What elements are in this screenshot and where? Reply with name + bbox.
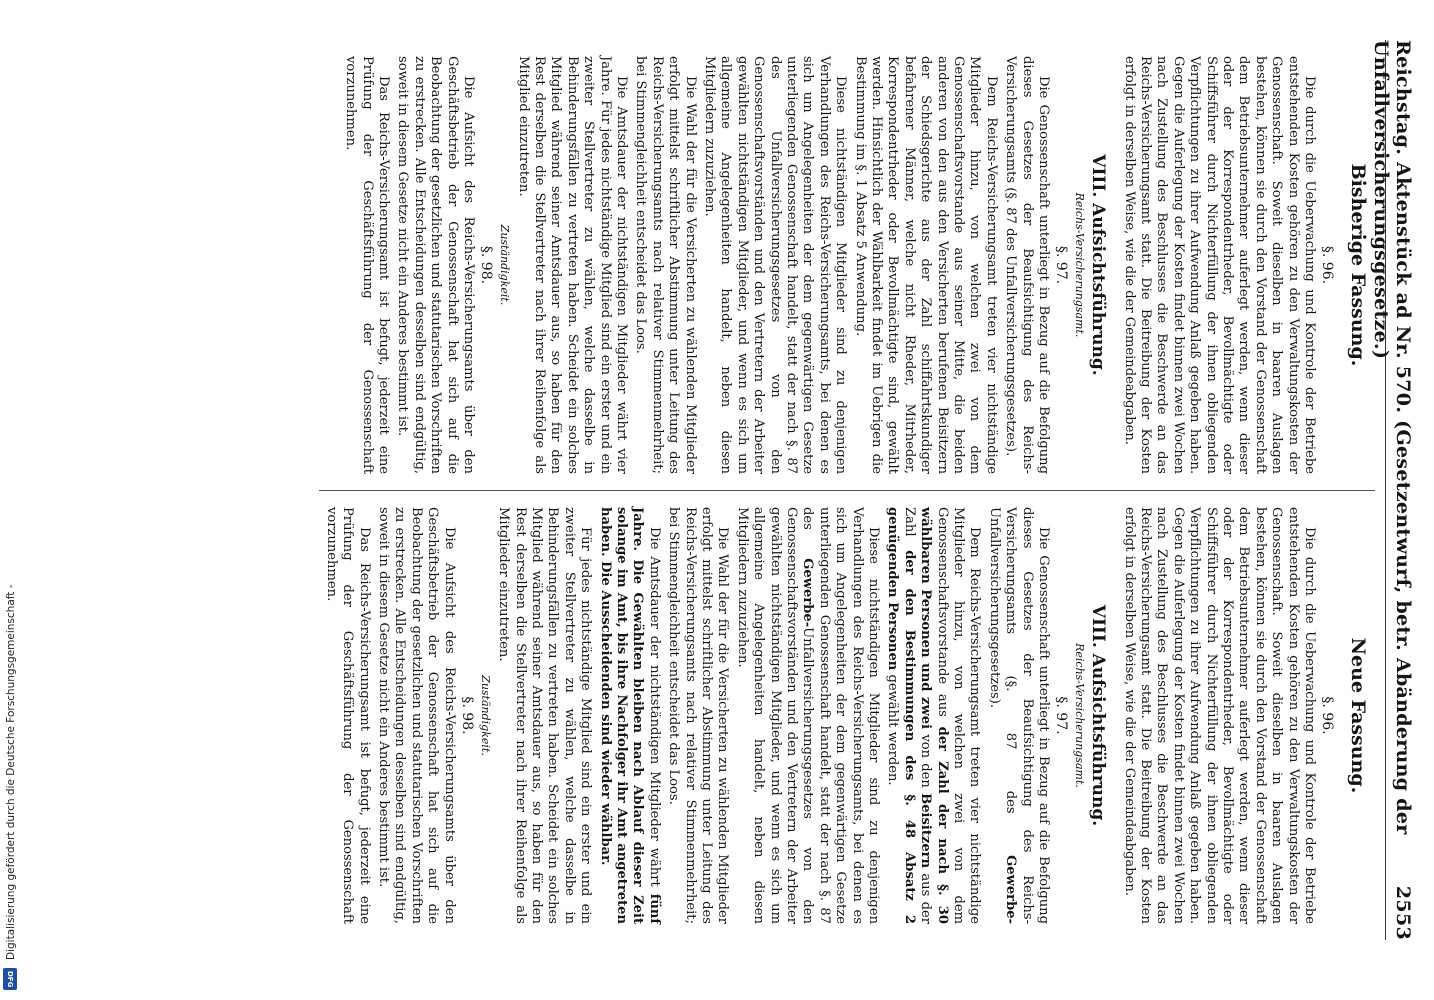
chapter-subheading: Reichs-Versicherungsamt. xyxy=(1073,192,1087,338)
paragraph: Die Aufsicht des Reichs-Versicherungsamts über den Geschäftsbetrieb der Genossenschaft hat sich auf die Beobachtung der gesetzlichen und statutarischen Vorschriften zu erstrecken. Alle Entscheidungen desselben sind endgültig, soweit in diesem Gesetze nicht ein Anderes bestimmt ist. xyxy=(395,56,477,474)
paragraph: Dem Reichs-Versicherungsamt treten vier nichtständige Mitglieder hinzu, von welchen zwei von dem Genossenschaftsvorstande aus seiner Mitte, die beiden anderen von den aus den Versicherten berufenen Beisitzern der Schiedsgerichte aus der Zahl schiffahrtskundiger befahrener Männer, welche nicht Rheder, Mitrheder, Korrespondentrheder oder Bevollmächtigte sind, gewählt werden. Hinsichtlich der Wählbarkeit findet im Uebrigen die Bestimmung im §. 1 Absatz 5 Anwendung. xyxy=(852,56,999,474)
text-run: Dem Reichs-Versicherungsamt treten vier nichtständige Mitglieder hinzu, von welchen zwei von dem Genossenschaftsvorstande aus xyxy=(934,507,983,924)
text-run: von den xyxy=(918,729,934,794)
paragraph: Für jedes nichtständige Mitglied sind ein erster und ein zweiter Stellvertreter zu wählen, welche dasselbe in Behinderungsfällen zu vertreten haben. Scheidet ein solches Mitglied während seiner Amtsdauer aus, so haben für den Rest derselben die Stellvertreter nach ihrer Reihenfolge als Mitglieder einzutreten. xyxy=(496,507,594,924)
chapter-heading: VIII. Aufsichtsführung. xyxy=(1088,604,1109,827)
emphasis: Gewerbe- xyxy=(800,558,816,628)
digitization-credit: Digitalisierung gefördert durch die Deutsche Forschungsgemeinschaft - xyxy=(5,584,17,960)
text-run: aus der Zahl xyxy=(901,507,934,924)
chapter-subheading: Reichs-Versicherungsamt. xyxy=(1073,643,1087,788)
paragraph xyxy=(986,507,1052,924)
paragraph xyxy=(596,507,662,924)
page-header xyxy=(1370,40,1416,940)
text-run: Unfallversicherungsgesetzes von den Genossenschaftsvorständen und den Vertretern der Arbeiter gewählten nichtständigen Mitglieder, und wenn es sich um allgemeine Angelegenheiten handelt, neben diesen Mitgliedern zuzuziehen. xyxy=(734,507,816,924)
emphasis: Beisitzern xyxy=(918,793,934,869)
paragraph: Die Wahl der für die Versicherten zu wählenden Mitglieder erfolgt mittelst schriftlicher Abstimmung unter Leitung des Reichs-Versicherungsamts nach relativer Stimmenmehrheit; bei Stimmengleichheit entscheidet das Loos. xyxy=(666,507,731,924)
page-number: 2553 xyxy=(1392,885,1414,940)
paragraph: Die Genossenschaft unterliegt in Bezug auf die Befolgung dieses Gesetzes der Beaufsichtigung des Reichs-Versicherungsamts (§. 87 des Unfallversicherungsgesetzes). xyxy=(1003,56,1052,474)
section-number: §. 96. xyxy=(1319,696,1335,735)
section-number: §. 98. xyxy=(458,696,475,735)
paragraph xyxy=(884,507,982,924)
dfg-logo-icon: DFG xyxy=(3,968,17,990)
paragraph: Die Amtsdauer der nichtständigen Mitglieder währt vier Jahre. Für jedes nichtständige Mitglied sind ein erster und ein zweiter Stellvertreter zu wählen, welche dasselbe in Behinderungsfällen zu vertreten haben. Scheidet ein solches Mitglied während seiner Amtsdauer aus, so haben für den Rest derselben die Stellvertreter nach ihrer Reihenfolge als Mitglied einzutreten. xyxy=(515,56,629,474)
section-number: §. 96. xyxy=(1319,245,1335,285)
paragraph: Das Reichs-Versicherungsamt ist befugt, jederzeit eine Prüfung der Geschäftsführung der Genossenschaft vorzunehmen. xyxy=(343,56,392,474)
paragraph: Das Reichs-Versicherungsamt ist befugt, jederzeit eine Prüfung der Geschäftsführung der Genossenschaft vorzunehmen. xyxy=(323,507,372,924)
paragraph: Die durch die Ueberwachung und Kontrole der Betriebe entstehenden Kosten gehören zu den Verwaltungskosten der Genossenschaft. Soweit dieselben in baaren Auslagen bestehen, können sie durch den Vorstand der Genossenschaft dem Betriebsunternehmer auferlegt werden, wenn dieser oder der Korrespondentrheder, Bevollmächtigte oder Schiffsführer durch Nichterfüllung der ihnen obliegenden Verpflichtungen zu ihrer Aufwendung Anlaß gegeben haben. Gegen die Auferlegung der Kosten findet binnen zwei Wochen nach Zustellung des Beschlusses die Beschwerde an das Reichs-Versicherungsamt statt. Die Beitreibung der Kosten erfolgt in derselben Weise, wie die der Gemeindeabgaben. xyxy=(1121,56,1317,474)
paragraph: Die durch die Ueberwachung und Kontrole der Betriebe entstehenden Kosten gehören zu den Verwaltungskosten der Genossenschaft. Soweit dieselben in baaren Auslagen bestehen, können sie durch den Vorstand der Genossenschaft dem Betriebsunternehmer auferlegt werden, wenn dieser oder der Korrespondentrheder, Bevollmächtigte oder Schiffsführer durch Nichterfüllung der ihnen obliegenden Verpflichtungen zu ihrer Aufwendung Anlaß gegeben haben. Gegen die Auferlegung der Kosten findet binnen zwei Wochen nach Zustellung des Beschlusses die Beschwerde an das Reichs-Versicherungsamt statt. Die Beitreibung der Kosten erfolgt in derselben Weise, wie die der Gemeindeabgaben. xyxy=(1121,507,1317,924)
text-run: Die Amtsdauer der nichtständigen Mitglieder währt xyxy=(646,527,662,894)
text-run: Die Genossenschaft unterliegt in Bezug auf die Befolgung dieses Gesetzes der Beaufsichtigung des Reichs-Versicherungsamts (§. 87 des xyxy=(1003,507,1052,924)
column-title: Neue Fassung. xyxy=(1347,637,1369,794)
text-run: Diese nichtständigen Mitglieder sind zu denjenigen Verhandlungen des Reichs-Versicherungsamts, bei denen es sich um Angelegenheiten der dem gegenwärtigen Gesetze unterliegenden Genossenschaft handelt, statt der nach §. 87 des xyxy=(800,507,882,924)
emphasis: der Zahl der nach §. 30 wählbaren Personen und zwei xyxy=(918,507,950,924)
section-number: §. 97. xyxy=(1053,696,1070,735)
running-head: Reichstag. Aktenstück ad Nr. 570. (Gesetzentwurf, betr. Abänderung der Unfallversicherungsgesetze.) xyxy=(1370,40,1414,835)
paragraph: Die Aufsicht des Reichs-Versicherungsamts über den Geschäftsbetrieb der Genossenschaft hat sich auf die Beobachtung der gesetzlichen und statutarischen Vorschriften zu erstrecken. Alle Entscheidungen desselben sind endgültig, soweit in diesem Gesetze nicht ein Anderes bestimmt ist. xyxy=(376,507,457,924)
column-title: Bisherige Fassung. xyxy=(1347,163,1369,367)
section-subheading: Zuständigkeit. xyxy=(478,675,492,756)
paragraph xyxy=(733,507,881,924)
emphasis: der den Bestimmungen des §. 48 Absatz 2 genügenden Personen xyxy=(885,507,917,924)
chapter-heading: VIII. Aufsichtsführung. xyxy=(1088,154,1109,376)
column-old-version xyxy=(319,40,1375,490)
text-run: gewählt werden. xyxy=(885,670,901,786)
two-column-body xyxy=(319,40,1375,940)
column-new-version xyxy=(319,490,1375,940)
section-number: §. 98. xyxy=(478,245,495,285)
emphasis: Gewerbe- xyxy=(1003,855,1019,924)
section-subheading: Zuständigkeit. xyxy=(498,224,512,306)
text-run: Unfallversicherungsgesetzes). xyxy=(986,507,1002,709)
emphasis: fünf Jahre. Die Gewählten bleiben nach Ablauf dieser Zeit solange im Amt, bis ihre Nachfolger ihr Amt angetreten haben. Die Ausscheidenden sind wieder wählbar. xyxy=(597,507,662,924)
paragraph: Diese nichtständigen Mitglieder sind zu denjenigen Verhandlungen des Reichs-Versicherungsamts, bei denen es sich um Angelegenheiten der dem gegenwärtigen Gesetze unterliegenden Genossenschaft handelt, statt der nach §. 87 des Unfallversicherungsgesetzes von den Genossenschaftsvorständen und den Vertretern der Arbeiter gewählten nichtständigen Mitglieder, und wenn es sich um allgemeine Angelegenheiten handelt, neben diesen Mitgliedern zuzuziehen. xyxy=(702,56,849,474)
paragraph: Die Wahl der für die Versicherten zu wählenden Mitglieder erfolgt mittelst schriftlicher Abstimmung unter Leitung des Reichs-Versicherungsamts nach relativer Stimmenmehrheit; bei Stimmengleichheit entscheidet das Loos. xyxy=(633,56,698,474)
section-number: §. 97. xyxy=(1053,245,1070,285)
